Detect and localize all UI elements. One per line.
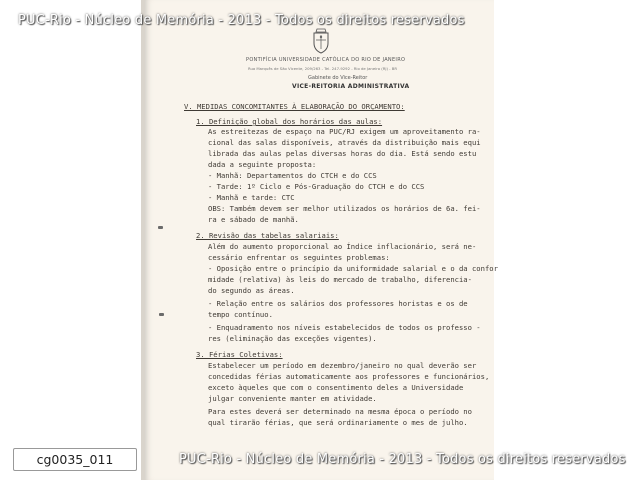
section-1-line: - Tarde: 1º Ciclo e Pós-Graduação do CTCH e do CCS: [208, 182, 425, 191]
section-2-title: 2. Revisão das tabelas salariais:: [196, 231, 339, 240]
section-1-line: OBS: Também devem ser melhor utilizados os horários de 6a. fei-: [208, 204, 481, 213]
section-1-title: 1. Definição global dos horários das aulas:: [196, 117, 383, 126]
watermark-top: PUC-Rio - Núcleo de Memória - 2013 - Todos os direitos reservados: [18, 13, 465, 28]
section-2-line: midade (relativa) às leis do mercado de trabalho, diferencia-: [208, 275, 472, 284]
university-crest-icon: [311, 27, 331, 54]
section-2-line: - Enquadramento nos níveis estabelecidos de todos os professo -: [208, 323, 481, 332]
section-2-line: - Relação entre os salários dos professores horistas e os de: [208, 299, 468, 308]
section-1-line: ra e sábado de manhã.: [208, 215, 299, 224]
punch-hole-mark: [158, 226, 163, 229]
department-name: VICE-REITORIA ADMINISTRATIVA: [292, 83, 410, 90]
section-2-line: tempo contínuo.: [208, 310, 273, 319]
institution-address: Rua Marquês de São Vicente, 209/263 - Tel. 247-9292 - Rio de Janeiro (RJ) - BR: [248, 66, 397, 71]
section-3-line: qual tirarão férias, que será ordinariamente o mes de julho.: [208, 418, 468, 427]
watermark-bottom: PUC-Rio - Núcleo de Memória - 2013 - Todos os direitos reservados: [179, 452, 626, 467]
section-2-line: - Oposição entre o princípio da uniformidade salarial e o da confor: [208, 264, 498, 273]
section-2-line: res (eliminação das exceções vigentes).: [208, 334, 377, 343]
section-2-line: do segundo as áreas.: [208, 286, 295, 295]
document-id-label: cg0035_011: [13, 448, 137, 471]
section-2-line: Além do aumento proporcional ao Índice inflacionário, será ne-: [208, 242, 477, 251]
section-3-line: julgar conveniente manter em atividade.: [208, 394, 377, 403]
office-name: Gabinete do Vice-Reitor: [308, 75, 368, 81]
section-3-line: exceto àqueles que com o consentimento deles a Universidade: [208, 383, 464, 392]
punch-hole-mark: [159, 313, 164, 316]
section-3-title: 3. Férias Coletivas:: [196, 350, 283, 359]
section-1-line: As estreitezas de espaço na PUC/RJ exigem um aproveitamento ra-: [208, 127, 481, 136]
section-3-line: Estabelecer um período em dezembro/janeiro no qual deverão ser: [208, 361, 477, 370]
section-3-line: concedidas férias automaticamente aos professores e funcionários,: [208, 372, 490, 381]
section-1-line: - Manhã: Departamentos do CTCH e do CCS: [208, 171, 377, 180]
section-heading: V. MEDIDAS CONCOMITANTES À ELABORAÇÃO DO ORÇAMENTO:: [184, 102, 405, 111]
section-1-line: dada a seguinte proposta:: [208, 160, 317, 169]
section-1-line: librada das aulas pelas diversas horas do dia. Está sendo estu: [208, 149, 477, 158]
institution-name: PONTIFÍCIA UNIVERSIDADE CATÓLICA DO RIO DE JANEIRO: [246, 57, 406, 63]
section-2-line: cessário enfrentar os seguintes problemas:: [208, 253, 390, 262]
section-3-line: Para estes deverá ser determinado na mesma época o período no: [208, 407, 472, 416]
section-1-line: - Manhã e tarde: CTC: [208, 193, 295, 202]
section-1-line: cional das salas disponíveis, através da distribuição mais equi: [208, 138, 481, 147]
